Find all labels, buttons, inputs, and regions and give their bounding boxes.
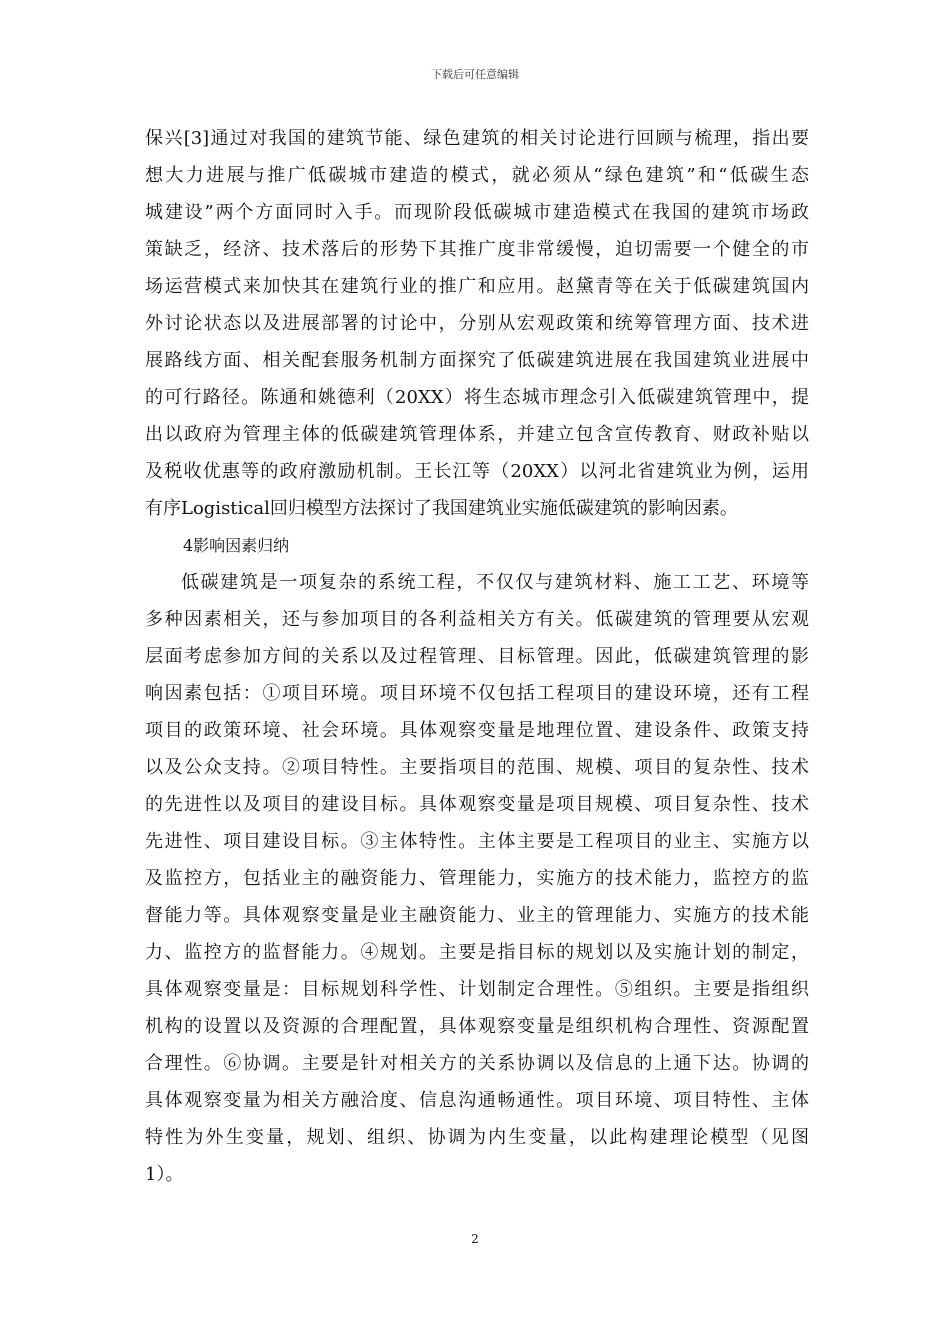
- text-line: 的可行路径。陈通和姚德利（20XX）将生态城市理念引入低碳建筑管理中，提: [145, 387, 809, 408]
- text-line: 的先进性以及项目的建设目标。具体观察变量是项目规模、项目复杂性、技术: [145, 794, 809, 815]
- text-line: 展路线方面、相关配套服务机制方面探究了低碳建筑进展在我国建筑业进展中: [145, 350, 809, 371]
- text-line: 力、监控方的监督能力。④规划。主要是指目标的规划以及实施计划的制定，: [145, 942, 809, 963]
- text-line: 有序Logistical回归模型方法探讨了我国建筑业实施低碳建筑的影响因素。: [145, 498, 738, 519]
- text-line: 以及公众支持。②项目特性。主要指项目的范围、规模、项目的复杂性、技术: [145, 757, 809, 778]
- text-line: 及监控方，包括业主的融资能力、管理能力，实施方的技术能力，监控方的监: [145, 868, 809, 889]
- text-line: 具体观察变量为相关方融洽度、信息沟通畅通性。项目环境、项目特性、主体: [145, 1090, 809, 1111]
- text-line: 特性为外生变量，规划、组织、协调为内生变量，以此构建理论模型（见图: [145, 1127, 809, 1148]
- text-line: 机构的设置以及资源的合理配置，具体观察变量是组织机构合理性、资源配置: [145, 1016, 809, 1037]
- text-line: 督能力等。具体观察变量是业主融资能力、业主的管理能力、实施方的技术能: [145, 905, 809, 926]
- text-line: 策缺乏，经济、技术落后的形势下其推广度非常缓慢，迫切需要一个健全的市: [145, 239, 809, 260]
- document-body: [145, 120, 809, 1193]
- text-line: 保兴[3]通过对我国的建筑节能、绿色建筑的相关讨论进行回顾与梳理，指出要: [145, 128, 809, 149]
- text-line: 低碳建筑是一项复杂的系统工程，不仅仅与建筑材料、施工工艺、环境等: [181, 572, 809, 593]
- page-number: 2: [471, 1232, 479, 1246]
- text-line: 想大力进展与推广低碳城市建造的模式，就必须从“绿色建筑”和“低碳生态: [145, 165, 809, 186]
- text-line: 外讨论状态以及进展部署的讨论中，分别从宏观政策和统筹管理方面、技术进: [145, 313, 809, 334]
- text-line: 1）。: [145, 1164, 184, 1185]
- paragraph-literature-review: [145, 120, 809, 527]
- text-line: 城建设”两个方面同时入手。而现阶段低碳城市建造模式在我国的建筑市场政: [145, 202, 809, 223]
- text-line: 合理性。⑥协调。主要是针对相关方的关系协调以及信息的上通下达。协调的: [145, 1053, 809, 1074]
- text-line: 出以政府为管理主体的低碳建筑管理体系，并建立包含宣传教育、财政补贴以: [145, 424, 809, 445]
- text-line: 多种因素相关，还与参加项目的各利益相关方有关。低碳建筑的管理要从宏观: [145, 609, 809, 630]
- text-line: 项目的政策环境、社会环境。具体观察变量是地理位置、建设条件、政策支持: [145, 720, 809, 741]
- text-line: 先进性、项目建设目标。③主体特性。主体主要是工程项目的业主、实施方以: [145, 831, 809, 852]
- text-line: 场运营模式来加快其在建筑行业的推广和应用。赵黛青等在关于低碳建筑国内: [145, 276, 809, 297]
- text-line: 响因素包括：①项目环境。项目环境不仅包括工程项目的建设环境，还有工程: [145, 683, 809, 704]
- paragraph-influencing-factors: [145, 564, 809, 1193]
- text-line: 及税收优惠等的政府激励机制。王长江等（20XX）以河北省建筑业为例，运用: [145, 461, 809, 482]
- text-line: 层面考虑参加方间的关系以及过程管理、目标管理。因此，低碳建筑管理的影: [145, 646, 809, 667]
- section-heading: 4影响因素归纳: [183, 536, 290, 555]
- text-line: 具体观察变量是：目标规划科学性、计划制定合理性。⑤组织。主要是指组织: [145, 979, 809, 1000]
- page-header-note: 下载后可任意编辑: [431, 68, 519, 81]
